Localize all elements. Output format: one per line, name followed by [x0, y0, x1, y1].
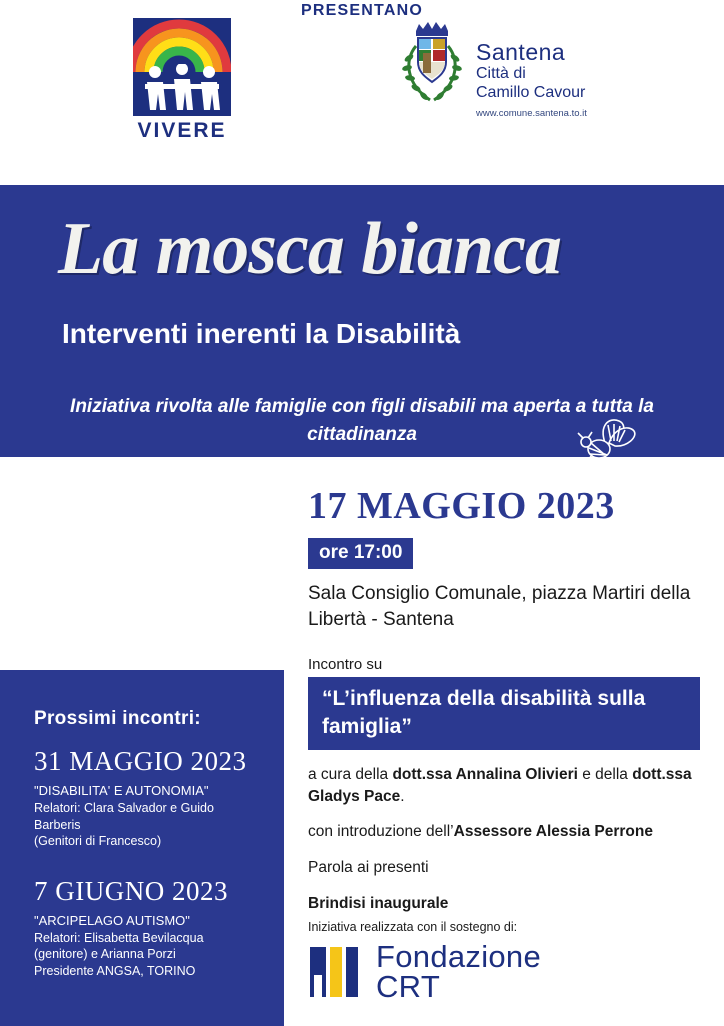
event-time-badge: ore 17:00 [308, 538, 413, 569]
sponsor-name-line-1: Fondazione [376, 939, 542, 974]
coat-of-arms-icon [396, 18, 468, 114]
event-venue [308, 581, 700, 632]
municipality-name: Santena [476, 39, 566, 65]
next-meeting-detail: Presidente ANGSA, TORINO [34, 963, 196, 978]
next-meeting-title: "ARCIPELAGO AUTISMO" [34, 912, 190, 928]
municipality-logo [396, 18, 587, 119]
vivere-logo-text: VIVERE [137, 119, 227, 142]
poster-header [0, 2, 724, 162]
vivere-logo-mark [133, 18, 231, 116]
title-banner [0, 185, 724, 457]
open-floor-line: Parola ai presenti [308, 858, 429, 876]
next-meeting-detail: Relatori: Clara Salvador e Guido [34, 801, 214, 815]
next-meeting-item [34, 876, 258, 980]
introduction-line [308, 821, 700, 843]
event-venue-text: Sala Consiglio Comunale, piazza Martiri della Libertà - Santena [308, 583, 691, 630]
toast-line: Brindisi inaugurale [308, 894, 449, 912]
meeting-label: Incontro su [308, 656, 383, 674]
poster-subtitle: Interventi inerenti la Disabilità [62, 318, 461, 349]
sponsor-logo [308, 939, 700, 1005]
speaker-name: dott.ssa Gladys Pace [308, 765, 692, 805]
municipality-subtitle-1: Città di [476, 65, 526, 83]
introduction-person: Assessore Alessia Perrone [453, 823, 653, 841]
next-meeting-detail: (Genitori di Francesco) [34, 834, 162, 848]
next-meeting-detail: Barberis [34, 817, 81, 832]
poster-audience-note: Iniziativa rivolta alle famiglie con figli disabili ma aperta a tutta la cittadinanza [70, 396, 654, 445]
vivere-logo [133, 18, 231, 143]
next-meeting-date: 31 MAGGIO 2023 [34, 746, 247, 776]
sponsor-label: Iniziativa realizzata con il sostegno di: [308, 920, 518, 934]
next-meeting-date: 7 GIUGNO 2023 [34, 875, 228, 906]
presentano-label: PRESENTANO [301, 2, 423, 19]
event-details [308, 484, 700, 928]
speakers-suffix: . [400, 787, 405, 805]
speakers-line [308, 764, 700, 807]
poster-title: La mosca bianca [58, 208, 561, 290]
next-meeting-title: "DISABILITA' E AUTONOMIA" [34, 783, 209, 798]
speaker-name: dott.ssa Annalina Olivieri [392, 765, 578, 783]
next-meetings-heading: Prossimi incontri: [34, 708, 201, 729]
sponsor-name-line-2: CRT [376, 969, 441, 1005]
sponsor-section [308, 920, 700, 1005]
sponsor-name [376, 939, 542, 1005]
municipality-text [476, 18, 587, 119]
speakers-middle: e della [577, 765, 633, 783]
next-meeting-item [34, 746, 258, 850]
next-meeting-detail: (genitore) e Arianna Porzi [34, 947, 176, 961]
event-date: 17 MAGGIO 2023 [308, 485, 615, 527]
municipality-subtitle-2: Camillo Cavour [476, 84, 586, 102]
next-meetings-panel [0, 670, 284, 1026]
speakers-prefix: a cura della [308, 765, 393, 783]
people-icon [141, 64, 223, 110]
introduction-prefix: con introduzione dell’ [308, 823, 454, 841]
crt-logo-mark [308, 945, 366, 999]
meeting-title: “L’influenza della disabilità sulla famiglia” [308, 677, 700, 750]
crt-bars-icon [308, 945, 366, 999]
next-meeting-detail: Relatori: Elisabetta Bevilacqua [34, 930, 204, 945]
municipality-website: www.comune.santena.to.it [476, 107, 587, 119]
